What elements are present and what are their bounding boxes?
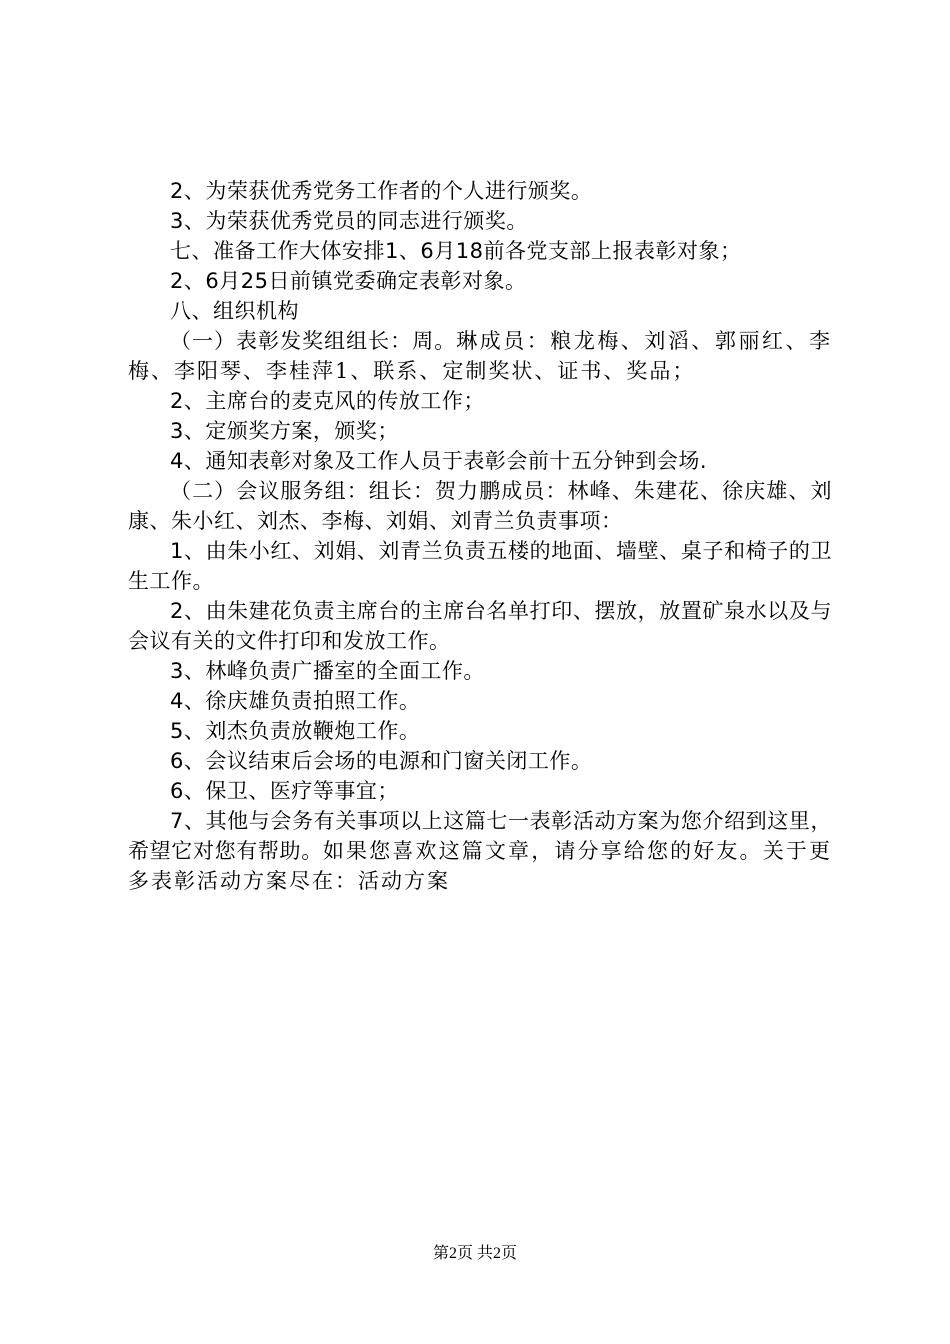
paragraph-closing (128, 806, 832, 896)
paragraph-photography: 4、徐庆雄负责拍照工作。 (170, 689, 421, 713)
paragraph-award-party-workers: 2、为荣获优秀党务工作者的个人进行颁奖。 (170, 179, 593, 203)
closing-share-text: 如果您喜欢这篇文章，请分享给您的好友。关于更多表彰活动方案尽在：活动方案 (128, 839, 833, 893)
paragraph-award-party-members: 3、为荣获优秀党员的同志进行颁奖。 (170, 209, 528, 233)
closing-text: 7、其他与会务有关事项以上这篇七一表彰活动方案为您介绍到这里，希望它对您有帮助。 (128, 809, 832, 863)
paragraph-confirm-recipients: 2、6月25日前镇党委确定表彰对象。 (170, 269, 527, 293)
section-heading-organization: 八、组织机构 (170, 299, 299, 323)
paragraph-power-off: 6、会议结束后会场的电源和门窗关闭工作。 (170, 749, 593, 773)
paragraph-microphone: 2、主席台的麦克风的传放工作； (170, 389, 485, 413)
paragraph-security: 6、保卫、医疗等事宜； (170, 779, 399, 803)
award-group-members: 琳成员：粮龙梅、刘滔、郭丽红、李梅、李阳琴、李桂萍1、联系、定制奖状、证书、奖品； (128, 329, 833, 383)
paragraph-cleaning: 1、由朱小红、刘娟、刘青兰负责五楼的地面、墙壁、桌子和椅子的卫生工作。 (128, 539, 832, 593)
document-body (128, 176, 832, 896)
paragraph-rostrum: 2、由朱建花负责主席台的主席台名单打印、摆放，放置矿泉水以及与会议有关的文件打印和发放工作。 (128, 599, 832, 653)
paragraph-notify: 4、通知表彰对象及工作人员于表彰会前十五分钟到会场. (170, 449, 708, 473)
paragraph-preparation-schedule: 七、准备工作大体安排1、6月18前各党支部上报表彰对象； (170, 239, 742, 263)
paragraph-award-plan: 3、定颁奖方案，颁奖； (170, 419, 399, 443)
paragraph-firecrackers: 5、刘杰负责放鞭炮工作。 (170, 719, 421, 743)
page-number-footer: 第2页 共2页 (432, 1245, 517, 1262)
paragraph-service-group: （二）会议服务组：组长：贺力鹏成员：林峰、朱建花、徐庆雄、刘康、朱小红、刘杰、李梅、刘娟、刘青兰负责事项： (128, 479, 832, 533)
award-group-leader: （一）表彰发奖组组长：周。 (170, 329, 457, 353)
paragraph-award-group (128, 326, 832, 386)
paragraph-broadcast: 3、林峰负责广播室的全面工作。 (170, 659, 485, 683)
